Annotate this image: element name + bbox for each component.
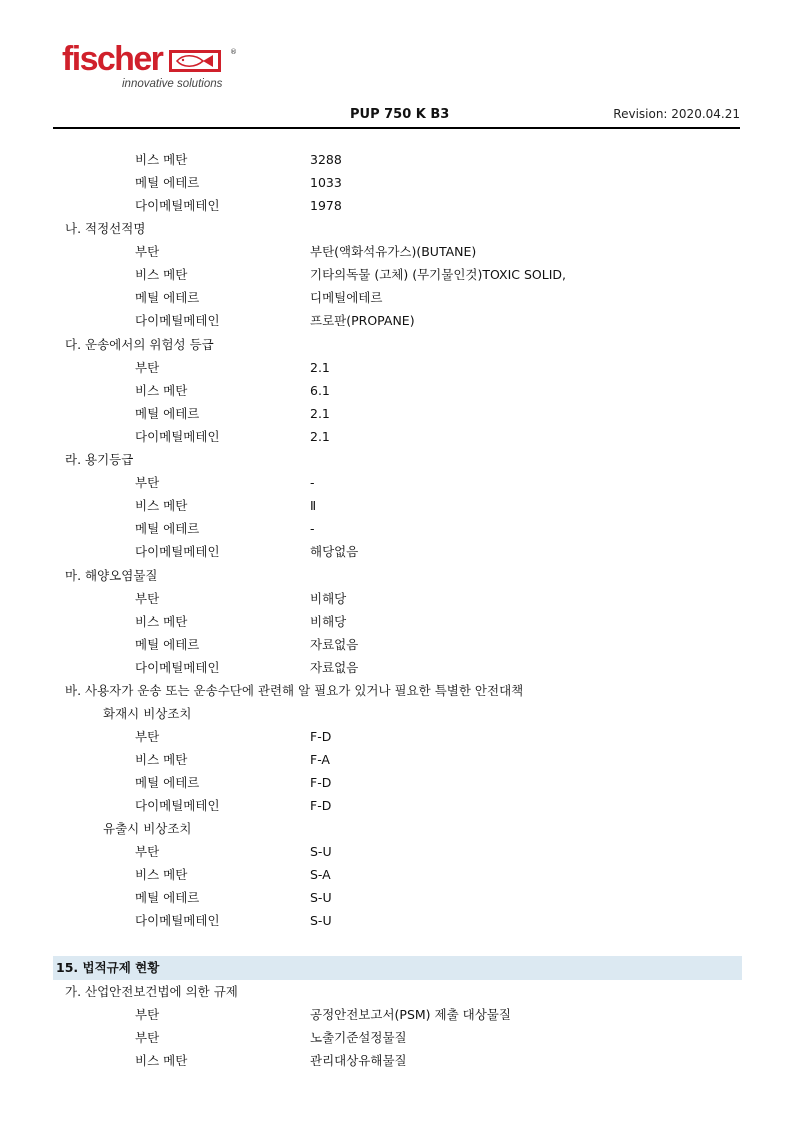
hazard-class-label: 메틸 에테르: [135, 406, 200, 421]
un-label-dimethylmethane: 다이메틸메테인: [135, 198, 220, 213]
fire-emergency-label: 비스 메탄: [135, 752, 188, 767]
header-divider: [53, 127, 740, 129]
un-label-bismethane: 비스 메탄: [135, 152, 188, 167]
shipping-name-value: 프로판(PROPANE): [310, 313, 415, 328]
marine-pollutant-value: 자료없음: [310, 637, 359, 652]
spill-emergency-label: 메틸 에테르: [135, 890, 200, 905]
logo-tagline: innovative solutions: [122, 78, 223, 90]
packing-group-label: 비스 메탄: [135, 498, 188, 513]
packing-group-value: 해당없음: [310, 544, 359, 559]
fire-emergency-value: F-D: [310, 729, 332, 744]
spill-emergency-value: S-A: [310, 867, 331, 882]
fire-emergency-label: 부탄: [135, 729, 160, 744]
spill-emergency-heading: 유출시 비상조치: [103, 821, 192, 836]
osh-act-value: 노출기준설정물질: [310, 1030, 407, 1045]
packing-group-label: 다이메틸메테인: [135, 544, 220, 559]
spill-emergency-label: 부탄: [135, 844, 160, 859]
packing-group-heading: 라. 용기등급: [65, 452, 134, 467]
hazard-class-heading: 다. 운송에서의 위험성 등급: [65, 337, 214, 352]
shipping-name-value: 기타의독물 (고체) (무기물인것)TOXIC SOLID,: [310, 267, 567, 282]
marine-pollutant-value: 비해당: [310, 614, 347, 629]
spill-emergency-value: S-U: [310, 844, 332, 859]
shipping-name-value: 디메틸에테르: [310, 290, 383, 305]
shipping-name-label: 메틸 에테르: [135, 290, 200, 305]
marine-pollutant-label: 메틸 에테르: [135, 637, 200, 652]
document-product-title: PUP 750 K B3: [350, 107, 450, 122]
hazard-class-label: 부탄: [135, 360, 160, 375]
shipping-name-label: 다이메틸메테인: [135, 313, 220, 328]
spill-emergency-label: 비스 메탄: [135, 867, 188, 882]
un-value-methyl-ether: 1033: [310, 175, 342, 190]
osh-act-label: 부탄: [135, 1007, 160, 1022]
marine-pollutant-value: 비해당: [310, 591, 347, 606]
logo-wordmark: fischer: [62, 40, 163, 78]
spill-emergency-value: S-U: [310, 913, 332, 928]
hazard-class-value: 2.1: [310, 429, 330, 444]
packing-group-label: 메틸 에테르: [135, 521, 200, 536]
marine-pollutant-label: 부탄: [135, 591, 160, 606]
osh-act-value: 관리대상유해물질: [310, 1053, 407, 1068]
un-value-dimethylmethane: 1978: [310, 198, 342, 213]
marine-pollutant-value: 자료없음: [310, 660, 359, 675]
marine-pollutant-label: 다이메틸메테인: [135, 660, 220, 675]
fire-emergency-heading: 화재시 비상조치: [103, 706, 192, 721]
fischer-logo: [62, 40, 237, 90]
packing-group-value: -: [310, 475, 315, 490]
un-label-methyl-ether: 메틸 에테르: [135, 175, 200, 190]
hazard-class-value: 2.1: [310, 406, 330, 421]
fish-logo-icon: [169, 50, 221, 76]
hazard-class-value: 2.1: [310, 360, 330, 375]
section-15-title: 15. 법적규제 현황: [56, 960, 160, 975]
shipping-name-heading: 나. 적정선적명: [65, 221, 146, 236]
spill-emergency-value: S-U: [310, 890, 332, 905]
special-precautions-heading: 바. 사용자가 운송 또는 운송수단에 관련해 알 필요가 있거나 필요한 특별한 안전대책: [65, 683, 524, 698]
osh-act-label: 비스 메탄: [135, 1053, 188, 1068]
hazard-class-label: 다이메틸메테인: [135, 429, 220, 444]
revision-date: Revision: 2020.04.21: [613, 107, 740, 121]
shipping-name-label: 부탄: [135, 244, 160, 259]
osh-act-label: 부탄: [135, 1030, 160, 1045]
packing-group-value: -: [310, 521, 315, 536]
fire-emergency-value: F-D: [310, 775, 332, 790]
spill-emergency-label: 다이메틸메테인: [135, 913, 220, 928]
osh-act-value: 공정안전보고서(PSM) 제출 대상물질: [310, 1007, 511, 1022]
marine-pollutant-label: 비스 메탄: [135, 614, 188, 629]
fire-emergency-label: 다이메틸메테인: [135, 798, 220, 813]
hazard-class-label: 비스 메탄: [135, 383, 188, 398]
shipping-name-value: 부탄(액화석유가스)(BUTANE): [310, 244, 477, 259]
packing-group-value: Ⅱ: [310, 498, 317, 513]
fire-emergency-value: F-A: [310, 752, 330, 767]
marine-pollutant-heading: 마. 해양오염물질: [65, 568, 158, 583]
packing-group-label: 부탄: [135, 475, 160, 490]
un-value-bismethane: 3288: [310, 152, 342, 167]
fire-emergency-value: F-D: [310, 798, 332, 813]
osh-act-heading: 가. 산업안전보건법에 의한 규제: [65, 984, 238, 999]
fire-emergency-label: 메틸 에테르: [135, 775, 200, 790]
hazard-class-value: 6.1: [310, 383, 330, 398]
shipping-name-label: 비스 메탄: [135, 267, 188, 282]
registered-mark-icon: ®: [230, 48, 237, 56]
